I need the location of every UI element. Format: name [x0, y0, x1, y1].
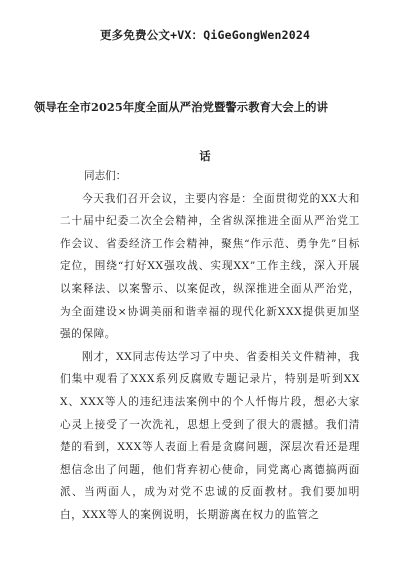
document-body — [60, 165, 360, 527]
title-line-2: 话 — [199, 149, 211, 163]
document-title — [34, 89, 376, 174]
paragraph-1: 今天我们召开会议，主要内容是：全面贯彻党的XX大和二十届中纪委二次全会精神，全省纵深推进全面从严治党工作会议、省委经济工作会精神，聚焦“作示范、勇争先”目标定位，围绕“打好XX强攻战、实现XX”工作主线，深入开展以案释法、以案警示、以案促改，纵深推进全面从严治党，为全面建设×协调美丽和谐幸福的现代化新XXX提供更加坚强的保障。 — [60, 192, 360, 341]
title-line-1: 领导在全市2025年度全面从严治党暨警示教育大会上的讲 — [34, 100, 328, 114]
salutation: 同志们： — [84, 170, 127, 182]
paragraph-2: 刚才，XX同志传达学习了中央、省委相关文件精神，我们集中观看了XXX系列反腐败专题记录片，特别是听到XXX、XXX等人的违纪违法案例中的个人忏悔片段，想必大家心灵上接受了一次洗礼，思想上受到了很大的震撼。我们清楚的看到，XXX等人表面上看是贪腐问题，深层次看还是理想信念出了问题，他们背弃初心使命，同党离心离德搞两面派、当两面人，成为对党不忠诚的反面教材。我们要加明白，XXX等人的案例说明，长期游离在权力的监管之 — [60, 350, 360, 521]
header-note: 更多免费公文+VX：QiGeGongWen2024 — [99, 28, 311, 42]
